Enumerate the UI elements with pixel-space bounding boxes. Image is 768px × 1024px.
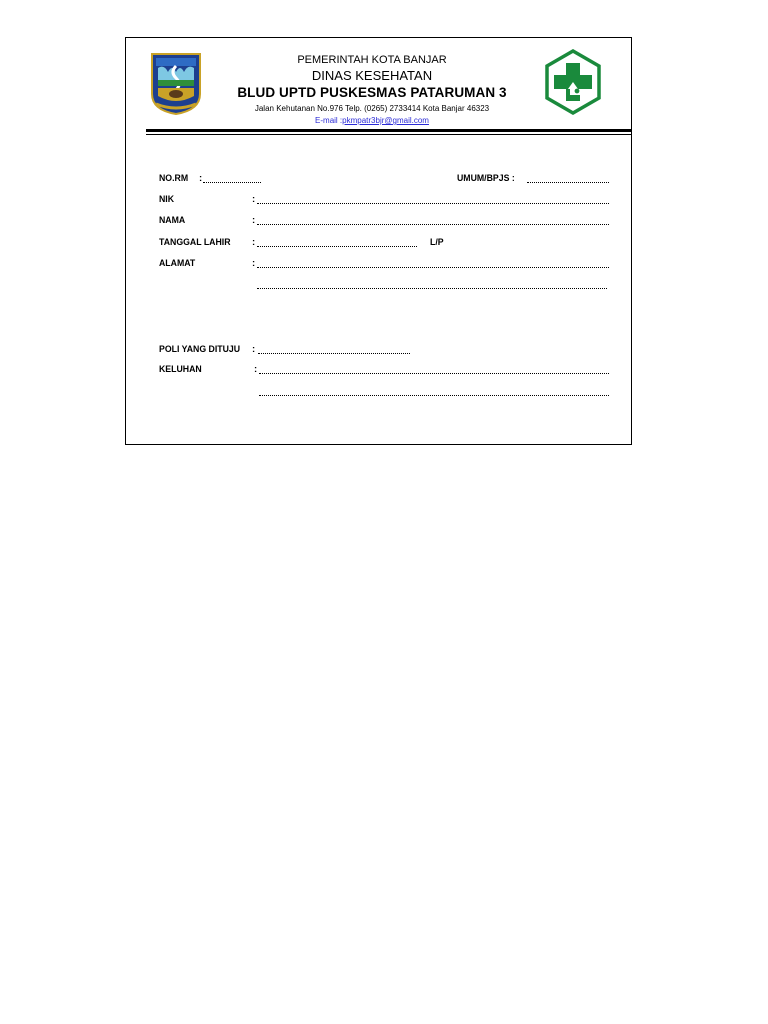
poli-label: POLI YANG DITUJU (159, 344, 241, 355)
keluhan-field-line2[interactable] (259, 394, 609, 396)
government-name: PEMERINTAH KOTA BANJAR (297, 54, 447, 66)
nik-colon: : (252, 194, 256, 205)
no-rm-colon: : (199, 173, 203, 184)
header-rule-thin (146, 134, 631, 135)
email-link[interactable]: pkmpatr3bjr@gmail.com (342, 116, 429, 125)
keluhan-field-line1[interactable] (259, 372, 609, 374)
nama-field[interactable] (257, 223, 609, 225)
alamat-label: ALAMAT (159, 258, 196, 269)
no-rm-label: NO.RM (159, 173, 189, 184)
registration-card (125, 37, 632, 445)
alamat-field-line1[interactable] (257, 266, 609, 268)
nama-colon: : (252, 215, 256, 226)
institution-name: BLUD UPTD PUSKESMAS PATARUMAN 3 (237, 85, 507, 100)
keluhan-colon: : (254, 364, 258, 375)
email-line (216, 116, 528, 125)
tanggal-lahir-field[interactable] (257, 245, 417, 247)
tanggal-lahir-colon: : (252, 237, 256, 248)
umum-bpjs-label: UMUM/BPJS : (457, 173, 515, 184)
umum-bpjs-field[interactable] (527, 181, 609, 183)
puskesmas-logo-icon (544, 49, 602, 115)
nik-label: NIK (159, 194, 175, 205)
nama-label: NAMA (159, 215, 186, 226)
poli-field[interactable] (258, 352, 410, 354)
gender-label[interactable]: L/P (430, 237, 444, 248)
tanggal-lahir-label: TANGGAL LAHIR (159, 237, 231, 248)
kota-banjar-emblem-icon (150, 50, 202, 116)
alamat-field-line2[interactable] (257, 287, 607, 289)
no-rm-field[interactable] (203, 181, 261, 183)
alamat-colon: : (252, 258, 256, 269)
email-label: E-mail : (315, 116, 343, 125)
nik-field[interactable] (257, 202, 609, 204)
address-line: Jalan Kehutanan No.976 Telp. (0265) 2733414 Kota Banjar 46323 (254, 104, 490, 113)
poli-colon: : (252, 344, 256, 355)
header-rule-thick (146, 129, 631, 132)
keluhan-label: KELUHAN (159, 364, 202, 375)
department-name: DINAS KESEHATAN (311, 68, 433, 83)
